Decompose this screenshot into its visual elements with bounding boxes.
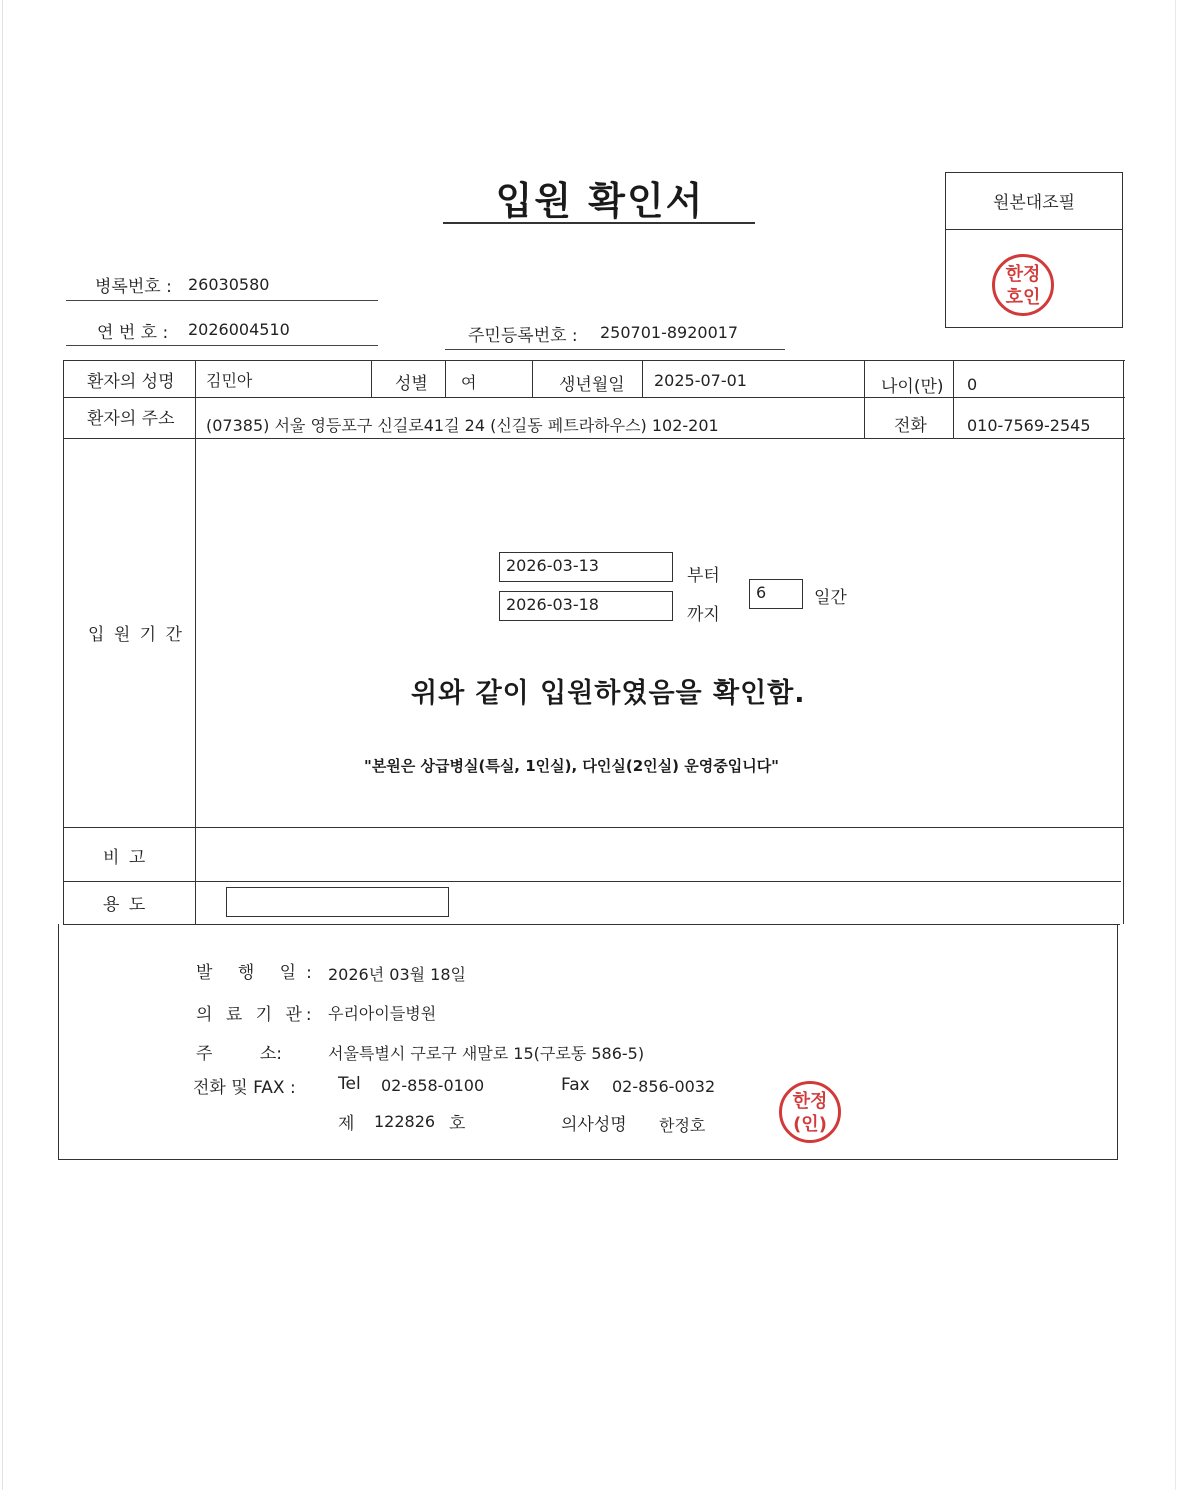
grid-line <box>1117 924 1118 1160</box>
sex-value: 여 <box>461 373 477 392</box>
issue-date-label: 발 행 일: <box>196 963 322 983</box>
days-field: 6 <box>749 579 803 609</box>
grid-line <box>58 924 59 1160</box>
tel-value: 02-858-0100 <box>381 1076 485 1095</box>
document-title: 입원 확인서 <box>495 179 705 223</box>
grid-line <box>63 881 1121 882</box>
seal-text-top: 한정 <box>792 1091 828 1112</box>
to-suffix: 까지 <box>687 605 720 625</box>
patient-name-label: 환자의 성명 <box>87 372 175 392</box>
ward-no-label: 병록번호 : <box>95 277 172 297</box>
grid-line <box>63 360 1125 361</box>
days-suffix: 일간 <box>814 588 847 608</box>
grid-line <box>58 1159 1118 1160</box>
grid-line <box>63 924 1120 925</box>
room-notice: "본원은 상급병실(특실, 1인실), 다인실(2인실) 운영중입니다" <box>364 757 779 775</box>
age-value: 0 <box>967 375 978 394</box>
grid-line <box>63 827 1123 828</box>
grid-line <box>642 360 643 397</box>
license-prefix: 제 <box>338 1114 355 1134</box>
from-date-field: 2026-03-13 <box>499 552 673 582</box>
stamp-box-label: 원본대조필 <box>946 173 1122 230</box>
ward-no-underline <box>66 300 378 301</box>
confirmation-statement: 위와 같이 입원하였음을 확인함. <box>411 678 806 709</box>
purpose-label: 용 도 <box>103 895 148 915</box>
remarks-label: 비 고 <box>103 848 148 868</box>
patient-address-label: 환자의 주소 <box>87 409 175 429</box>
serial-no-label: 연 번 호 : <box>97 323 169 343</box>
from-suffix: 부터 <box>687 566 720 586</box>
contact-label: 전화 및 FAX : <box>193 1078 296 1098</box>
doctor-label: 의사성명 <box>561 1115 627 1135</box>
resident-no-underline <box>445 349 785 350</box>
seal-text-bottom: 호인 <box>1005 287 1041 308</box>
hospital-label: 의 료 기 관: <box>196 1005 316 1025</box>
resident-no-value: 250701-8920017 <box>600 323 739 342</box>
grid-line <box>195 360 196 924</box>
purpose-field <box>226 887 449 917</box>
sex-label: 성별 <box>395 374 428 394</box>
doctor-name: 한정호 <box>659 1116 706 1135</box>
grid-line <box>445 360 446 397</box>
birth-label: 생년월일 <box>559 375 625 395</box>
ward-no-value: 26030580 <box>188 275 270 294</box>
phone-value: 010-7569-2545 <box>967 416 1091 435</box>
serial-no-underline <box>66 345 378 346</box>
seal-text-top: 한정 <box>1005 264 1041 285</box>
grid-line <box>953 360 954 438</box>
grid-line <box>63 438 1125 439</box>
doctor-seal-stamp-icon <box>779 1081 841 1143</box>
hospital-address-label: 주 소: <box>196 1044 282 1064</box>
tel-label: Tel <box>338 1074 361 1094</box>
grid-line <box>63 397 1125 398</box>
fax-label: Fax <box>561 1075 590 1095</box>
patient-name-value: 김민아 <box>206 371 253 390</box>
license-suffix: 호 <box>449 1114 466 1134</box>
seal-text-bottom: (인) <box>793 1114 827 1135</box>
grid-line <box>63 360 64 924</box>
fax-value: 02-856-0032 <box>612 1077 716 1096</box>
patient-address-value: (07385) 서울 영등포구 신길로41길 24 (신길동 페트라하우스) 102-201 <box>206 416 719 435</box>
title-underline <box>443 222 755 224</box>
admission-period-label: 입 원 기 간 <box>88 625 184 645</box>
grid-line <box>371 360 372 397</box>
hospital-name: 우리아이들병원 <box>328 1004 437 1023</box>
admission-form-table <box>63 360 1125 1162</box>
grid-line <box>532 360 533 397</box>
age-label: 나이(만) <box>881 377 944 397</box>
issue-date-value: 2026년 03월 18일 <box>328 965 466 984</box>
birth-value: 2025-07-01 <box>654 371 747 390</box>
grid-line <box>864 360 865 438</box>
hospital-address: 서울특별시 구로구 새말로 15(구로동 586-5) <box>328 1044 645 1063</box>
license-number: 122826 <box>374 1112 436 1131</box>
resident-no-label: 주민등록번호 : <box>468 326 578 346</box>
red-seal-stamp-icon <box>992 254 1054 316</box>
grid-line <box>1123 360 1124 924</box>
serial-no-value: 2026004510 <box>188 320 290 339</box>
to-date-field: 2026-03-18 <box>499 591 673 621</box>
phone-label: 전화 <box>894 416 927 436</box>
